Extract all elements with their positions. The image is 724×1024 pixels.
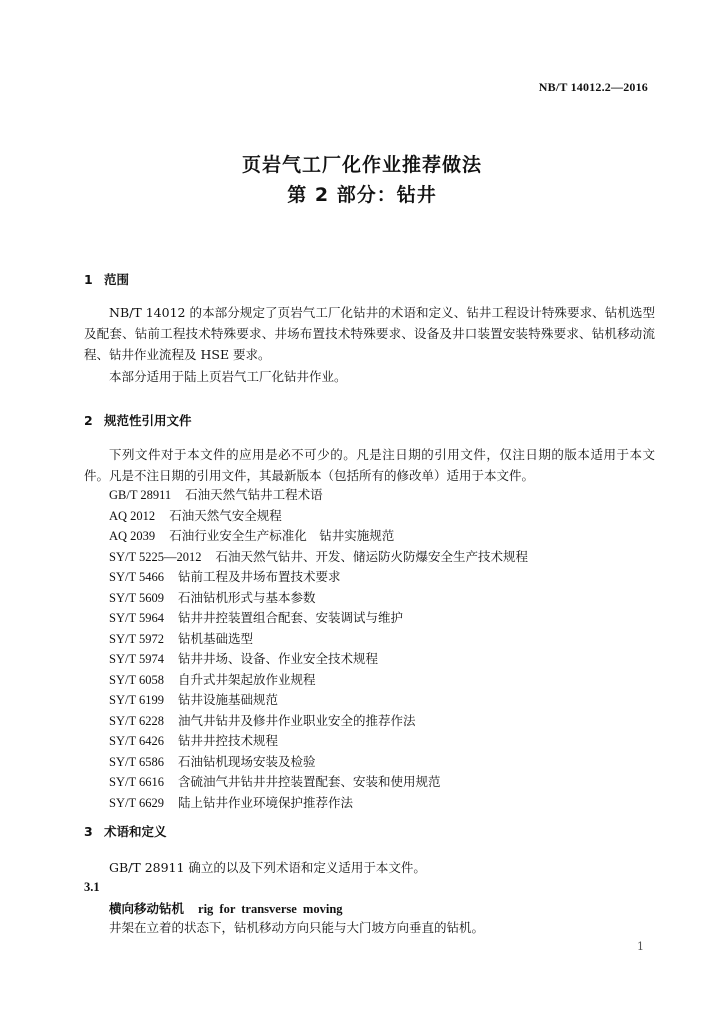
reference-title: 自升式井架起放作业规程 [178, 671, 316, 687]
reference-title: 石油天然气钻井、开发、储运防火防爆安全生产技术规程 [215, 548, 529, 564]
reference-title: 油气井钻井及修井作业职业安全的推荐作法 [178, 712, 416, 728]
reference-item [109, 731, 528, 752]
reference-title: 钻井井控技术规程 [178, 733, 279, 748]
section-title: 规范性引用文件 [104, 413, 192, 428]
reference-item [109, 547, 528, 568]
term-chinese: 横向移动钻机 [109, 901, 185, 916]
reference-code: AQ 2039 [109, 529, 156, 543]
page-number: 1 [637, 940, 644, 953]
section-number: 1 [84, 272, 93, 287]
reference-item [109, 526, 528, 547]
reference-item [109, 752, 528, 773]
reference-code: SY/T 6616 [109, 775, 164, 789]
reference-code: SY/T 6586 [109, 754, 164, 769]
reference-code: SY/T 6228 [109, 713, 164, 728]
reference-code: SY/T 6199 [109, 693, 164, 707]
section-number: 3 [84, 824, 93, 839]
reference-code: SY/T 5964 [109, 611, 164, 625]
reference-code: AQ 2012 [109, 508, 156, 523]
reference-title: 石油天然气安全规程 [169, 507, 282, 523]
section-1-scope-paragraph: 本部分适用于陆上页岩气工厂化钻井作业。 [109, 369, 347, 384]
reference-title: 陆上钻井作业环境保护推荐作法 [178, 794, 354, 810]
document-title: 页岩气工厂化作业推荐做法 [241, 154, 482, 176]
document-subtitle: 第 2 部分：钻井 [287, 184, 437, 206]
reference-code: SY/T 5972 [109, 631, 164, 646]
reference-code: GB/T 28911 [109, 488, 172, 502]
reference-code: SY/T 6629 [109, 795, 164, 810]
term-english: rig for transverse moving [198, 902, 343, 916]
reference-item [109, 506, 528, 527]
term-number: 3.1 [84, 880, 100, 894]
reference-item [109, 711, 528, 732]
reference-item [109, 670, 528, 691]
reference-title: 钻井井场、设备、作业安全技术规程 [178, 651, 379, 666]
reference-title: 钻机基础选型 [178, 630, 254, 646]
reference-title: 石油行业安全生产标准化 钻井实施规范 [169, 528, 395, 543]
reference-code: SY/T 5466 [109, 570, 164, 584]
section-title: 范围 [104, 272, 130, 287]
term-definition: 井架在立着的状态下，钻机移动方向只能与大门坡方向垂直的钻机。 [109, 920, 485, 935]
reference-code: SY/T 5225—2012 [109, 549, 202, 564]
section-1-paragraph: NB/T 14012 的本部分规定了页岩气工厂化钻井的术语和定义、钻井工程设计特殊要求、钻机选型及配套、钻前工程技术特殊要求、井场布置技术特殊要求、设备及井口装置安装特殊要求、钻机移动流程、钻井作业流程及 HSE 要求。 [84, 305, 655, 362]
section-2-intro: 下列文件对于本文件的应用是必不可少的。凡是注日期的引用文件，仅注日期的版本适用于本文件。凡是不注日期的引用文件，其最新版本（包括所有的修改单）适用于本文件。 [84, 447, 655, 483]
reference-title: 含硫油气井钻井井控装置配套、安装和使用规范 [178, 774, 441, 789]
reference-title: 石油钻机现场安装及检验 [178, 753, 316, 769]
reference-item [109, 567, 528, 588]
section-3-heading [84, 822, 167, 840]
reference-item [109, 690, 528, 711]
reference-code: SY/T 5609 [109, 590, 164, 605]
reference-title: 石油天然气钻井工程术语 [185, 487, 323, 502]
reference-item [109, 793, 528, 814]
reference-item [109, 608, 528, 629]
reference-item [109, 588, 528, 609]
section-1-heading [84, 270, 129, 288]
reference-item [109, 649, 528, 670]
reference-list [109, 485, 528, 813]
reference-title: 钻井井控装置组合配套、安装调试与维护 [178, 610, 404, 625]
reference-title: 钻井设施基础规范 [178, 692, 279, 707]
standard-code: NB/T 14012.2—2016 [538, 80, 648, 94]
section-3-intro: GB/T 28911 确立的以及下列术语和定义适用于本文件。 [109, 860, 426, 875]
term-row [109, 899, 343, 917]
reference-item [109, 772, 528, 793]
section-2-heading [84, 411, 192, 429]
reference-code: SY/T 6426 [109, 734, 164, 748]
reference-item [109, 629, 528, 650]
reference-code: SY/T 6058 [109, 672, 164, 687]
section-number: 2 [84, 413, 93, 428]
reference-item [109, 485, 528, 506]
reference-title: 石油钻机形式与基本参数 [178, 589, 316, 605]
reference-code: SY/T 5974 [109, 652, 164, 666]
reference-title: 钻前工程及井场布置技术要求 [178, 569, 341, 584]
section-title: 术语和定义 [104, 824, 167, 839]
